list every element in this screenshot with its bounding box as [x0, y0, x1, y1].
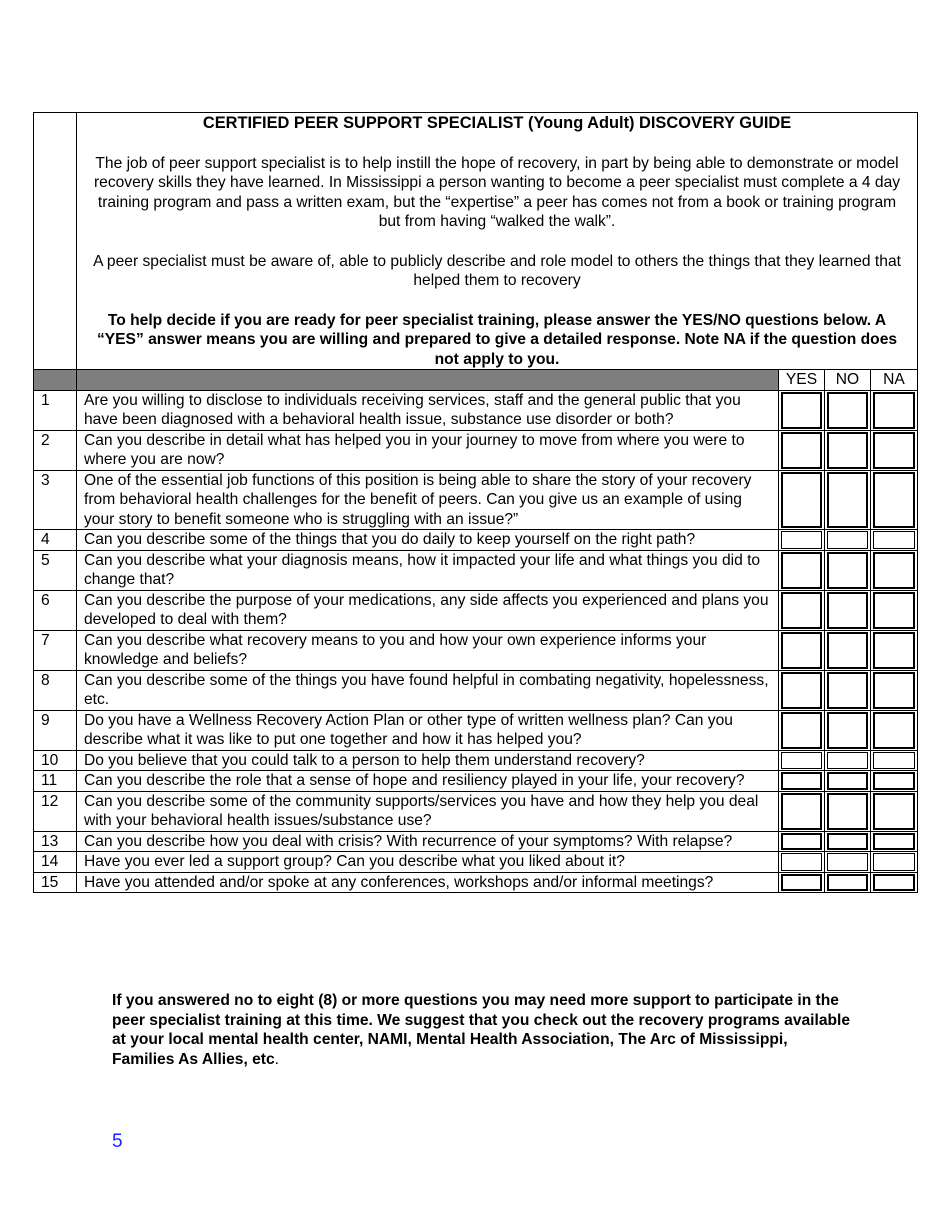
yes-answer-box[interactable] — [779, 630, 825, 670]
no-answer-box[interactable] — [825, 750, 871, 771]
question-row — [34, 470, 918, 530]
question-text: Can you describe the purpose of your medications, any side affects you experienced and plans you developed to deal with them? — [77, 590, 779, 630]
question-text: Can you describe some of the things that you do daily to keep yourself on the right path? — [77, 530, 779, 551]
question-row — [34, 750, 918, 771]
question-row — [34, 630, 918, 670]
page-number: 5 — [112, 1131, 123, 1152]
no-answer-box[interactable] — [825, 430, 871, 470]
no-answer-box[interactable] — [825, 852, 871, 873]
question-text: Do you believe that you could talk to a person to help them understand recovery? — [77, 750, 779, 771]
question-text: Can you describe some of the things you have found helpful in combating negativity, hopelessness, etc. — [77, 670, 779, 710]
question-text: Can you describe what recovery means to you and how your own experience informs your knowledge and beliefs? — [77, 630, 779, 670]
question-row — [34, 670, 918, 710]
header-shade-question — [77, 370, 779, 391]
intro-row — [34, 113, 918, 370]
question-text: Can you describe some of the community supports/services you have and how they help you deal with your behavioral health issues/substance use? — [77, 791, 779, 831]
question-number: 10 — [34, 750, 77, 771]
question-text: Can you describe the role that a sense of hope and resiliency played in your life, your recovery? — [77, 771, 779, 792]
yes-answer-box[interactable] — [779, 852, 825, 873]
question-row — [34, 771, 918, 792]
question-number: 9 — [34, 710, 77, 750]
intro-instructions: To help decide if you are ready for peer specialist training, please answer the YES/NO questions below. A “YES” answer means you are willing and prepared to give a detailed response. Note NA if the question does not apply to you. — [96, 311, 898, 368]
intro-blank-cell — [34, 113, 77, 370]
na-answer-box[interactable] — [871, 550, 918, 590]
na-answer-box[interactable] — [871, 390, 918, 430]
na-answer-box[interactable] — [871, 430, 918, 470]
question-row — [34, 390, 918, 430]
no-answer-box[interactable] — [825, 470, 871, 530]
na-answer-box[interactable] — [871, 852, 918, 873]
yes-answer-box[interactable] — [779, 530, 825, 551]
yes-column-header: YES — [779, 370, 825, 391]
question-text: Are you willing to disclose to individuals receiving services, staff and the general public that you have been diagnosed with a behavioral health issue, substance use disorder or both? — [77, 390, 779, 430]
question-row — [34, 831, 918, 852]
no-answer-box[interactable] — [825, 630, 871, 670]
question-row — [34, 710, 918, 750]
yes-answer-box[interactable] — [779, 430, 825, 470]
na-answer-box[interactable] — [871, 771, 918, 792]
footer-note — [112, 991, 852, 1069]
no-answer-box[interactable] — [825, 670, 871, 710]
na-answer-box[interactable] — [871, 791, 918, 831]
question-number: 15 — [34, 872, 77, 893]
no-answer-box[interactable] — [825, 771, 871, 792]
yes-answer-box[interactable] — [779, 550, 825, 590]
question-number: 11 — [34, 771, 77, 792]
question-row — [34, 430, 918, 470]
intro-paragraph-2: A peer specialist must be aware of, able to publicly describe and role model to others the things that they learned that helped them to recovery — [93, 252, 901, 289]
question-row — [34, 530, 918, 551]
question-row — [34, 791, 918, 831]
footer-note-period: . — [274, 1050, 279, 1068]
intro-cell — [77, 113, 918, 370]
question-number: 1 — [34, 390, 77, 430]
question-number: 5 — [34, 550, 77, 590]
question-number: 7 — [34, 630, 77, 670]
na-answer-box[interactable] — [871, 750, 918, 771]
yes-answer-box[interactable] — [779, 390, 825, 430]
question-text: Have you attended and/or spoke at any conferences, workshops and/or informal meetings? — [77, 872, 779, 893]
intro-paragraph-1: The job of peer support specialist is to help instill the hope of recovery, in part by being able to demonstrate or model recovery skills they have learned. In Mississippi a person wanting to become a peer specialist must complete a 4 day training program and pass a written exam, but the “expertise” a peer has comes not from a book or training program but from having “walked the walk”. — [93, 154, 901, 230]
question-row — [34, 872, 918, 893]
yes-answer-box[interactable] — [779, 670, 825, 710]
na-answer-box[interactable] — [871, 530, 918, 551]
no-answer-box[interactable] — [825, 550, 871, 590]
no-answer-box[interactable] — [825, 590, 871, 630]
page-title: CERTIFIED PEER SUPPORT SPECIALIST (Young Adult) DISCOVERY GUIDE — [202, 114, 792, 132]
question-text: Can you describe how you deal with crisis? With recurrence of your symptoms? With relapse? — [77, 831, 779, 852]
question-text: Have you ever led a support group? Can you describe what you liked about it? — [77, 852, 779, 873]
yes-answer-box[interactable] — [779, 470, 825, 530]
na-answer-box[interactable] — [871, 630, 918, 670]
no-answer-box[interactable] — [825, 390, 871, 430]
yes-answer-box[interactable] — [779, 872, 825, 893]
question-number: 14 — [34, 852, 77, 873]
yes-answer-box[interactable] — [779, 710, 825, 750]
na-answer-box[interactable] — [871, 590, 918, 630]
question-text: Can you describe what your diagnosis means, how it impacted your life and what things you did to change that? — [77, 550, 779, 590]
na-answer-box[interactable] — [871, 470, 918, 530]
na-answer-box[interactable] — [871, 670, 918, 710]
no-answer-box[interactable] — [825, 791, 871, 831]
yes-answer-box[interactable] — [779, 590, 825, 630]
question-number: 12 — [34, 791, 77, 831]
question-number: 2 — [34, 430, 77, 470]
question-row — [34, 590, 918, 630]
question-text: Can you describe in detail what has helped you in your journey to move from where you were to where you are now? — [77, 430, 779, 470]
yes-answer-box[interactable] — [779, 791, 825, 831]
question-text: Do you have a Wellness Recovery Action Plan or other type of written wellness plan? Can you describe what it was like to put one together and how it has helped you? — [77, 710, 779, 750]
question-number: 8 — [34, 670, 77, 710]
question-row — [34, 550, 918, 590]
na-answer-box[interactable] — [871, 872, 918, 893]
question-number: 13 — [34, 831, 77, 852]
footer-note-text: If you answered no to eight (8) or more questions you may need more support to participate in the peer specialist training at this time. We suggest that you check out the recovery programs available at your local mental health center, NAMI, Mental Health Association, The Arc of Mississippi, Families As Allies, etc — [112, 992, 851, 1068]
question-number: 6 — [34, 590, 77, 630]
question-number: 3 — [34, 470, 77, 530]
column-header-row — [34, 370, 918, 391]
no-answer-box[interactable] — [825, 710, 871, 750]
na-column-header: NA — [871, 370, 918, 391]
yes-answer-box[interactable] — [779, 771, 825, 792]
no-column-header: NO — [825, 370, 871, 391]
yes-answer-box[interactable] — [779, 750, 825, 771]
na-answer-box[interactable] — [871, 831, 918, 852]
question-row — [34, 852, 918, 873]
no-answer-box[interactable] — [825, 831, 871, 852]
yes-answer-box[interactable] — [779, 831, 825, 852]
discovery-guide-table — [33, 112, 918, 893]
header-shade-num — [34, 370, 77, 391]
question-text: One of the essential job functions of this position is being able to share the story of your recovery from behavioral health challenges for the benefit of peers. Can you give us an example of using your story to benefit someone who is struggling with an issue?” — [77, 470, 779, 530]
na-answer-box[interactable] — [871, 710, 918, 750]
no-answer-box[interactable] — [825, 872, 871, 893]
no-answer-box[interactable] — [825, 530, 871, 551]
question-number: 4 — [34, 530, 77, 551]
